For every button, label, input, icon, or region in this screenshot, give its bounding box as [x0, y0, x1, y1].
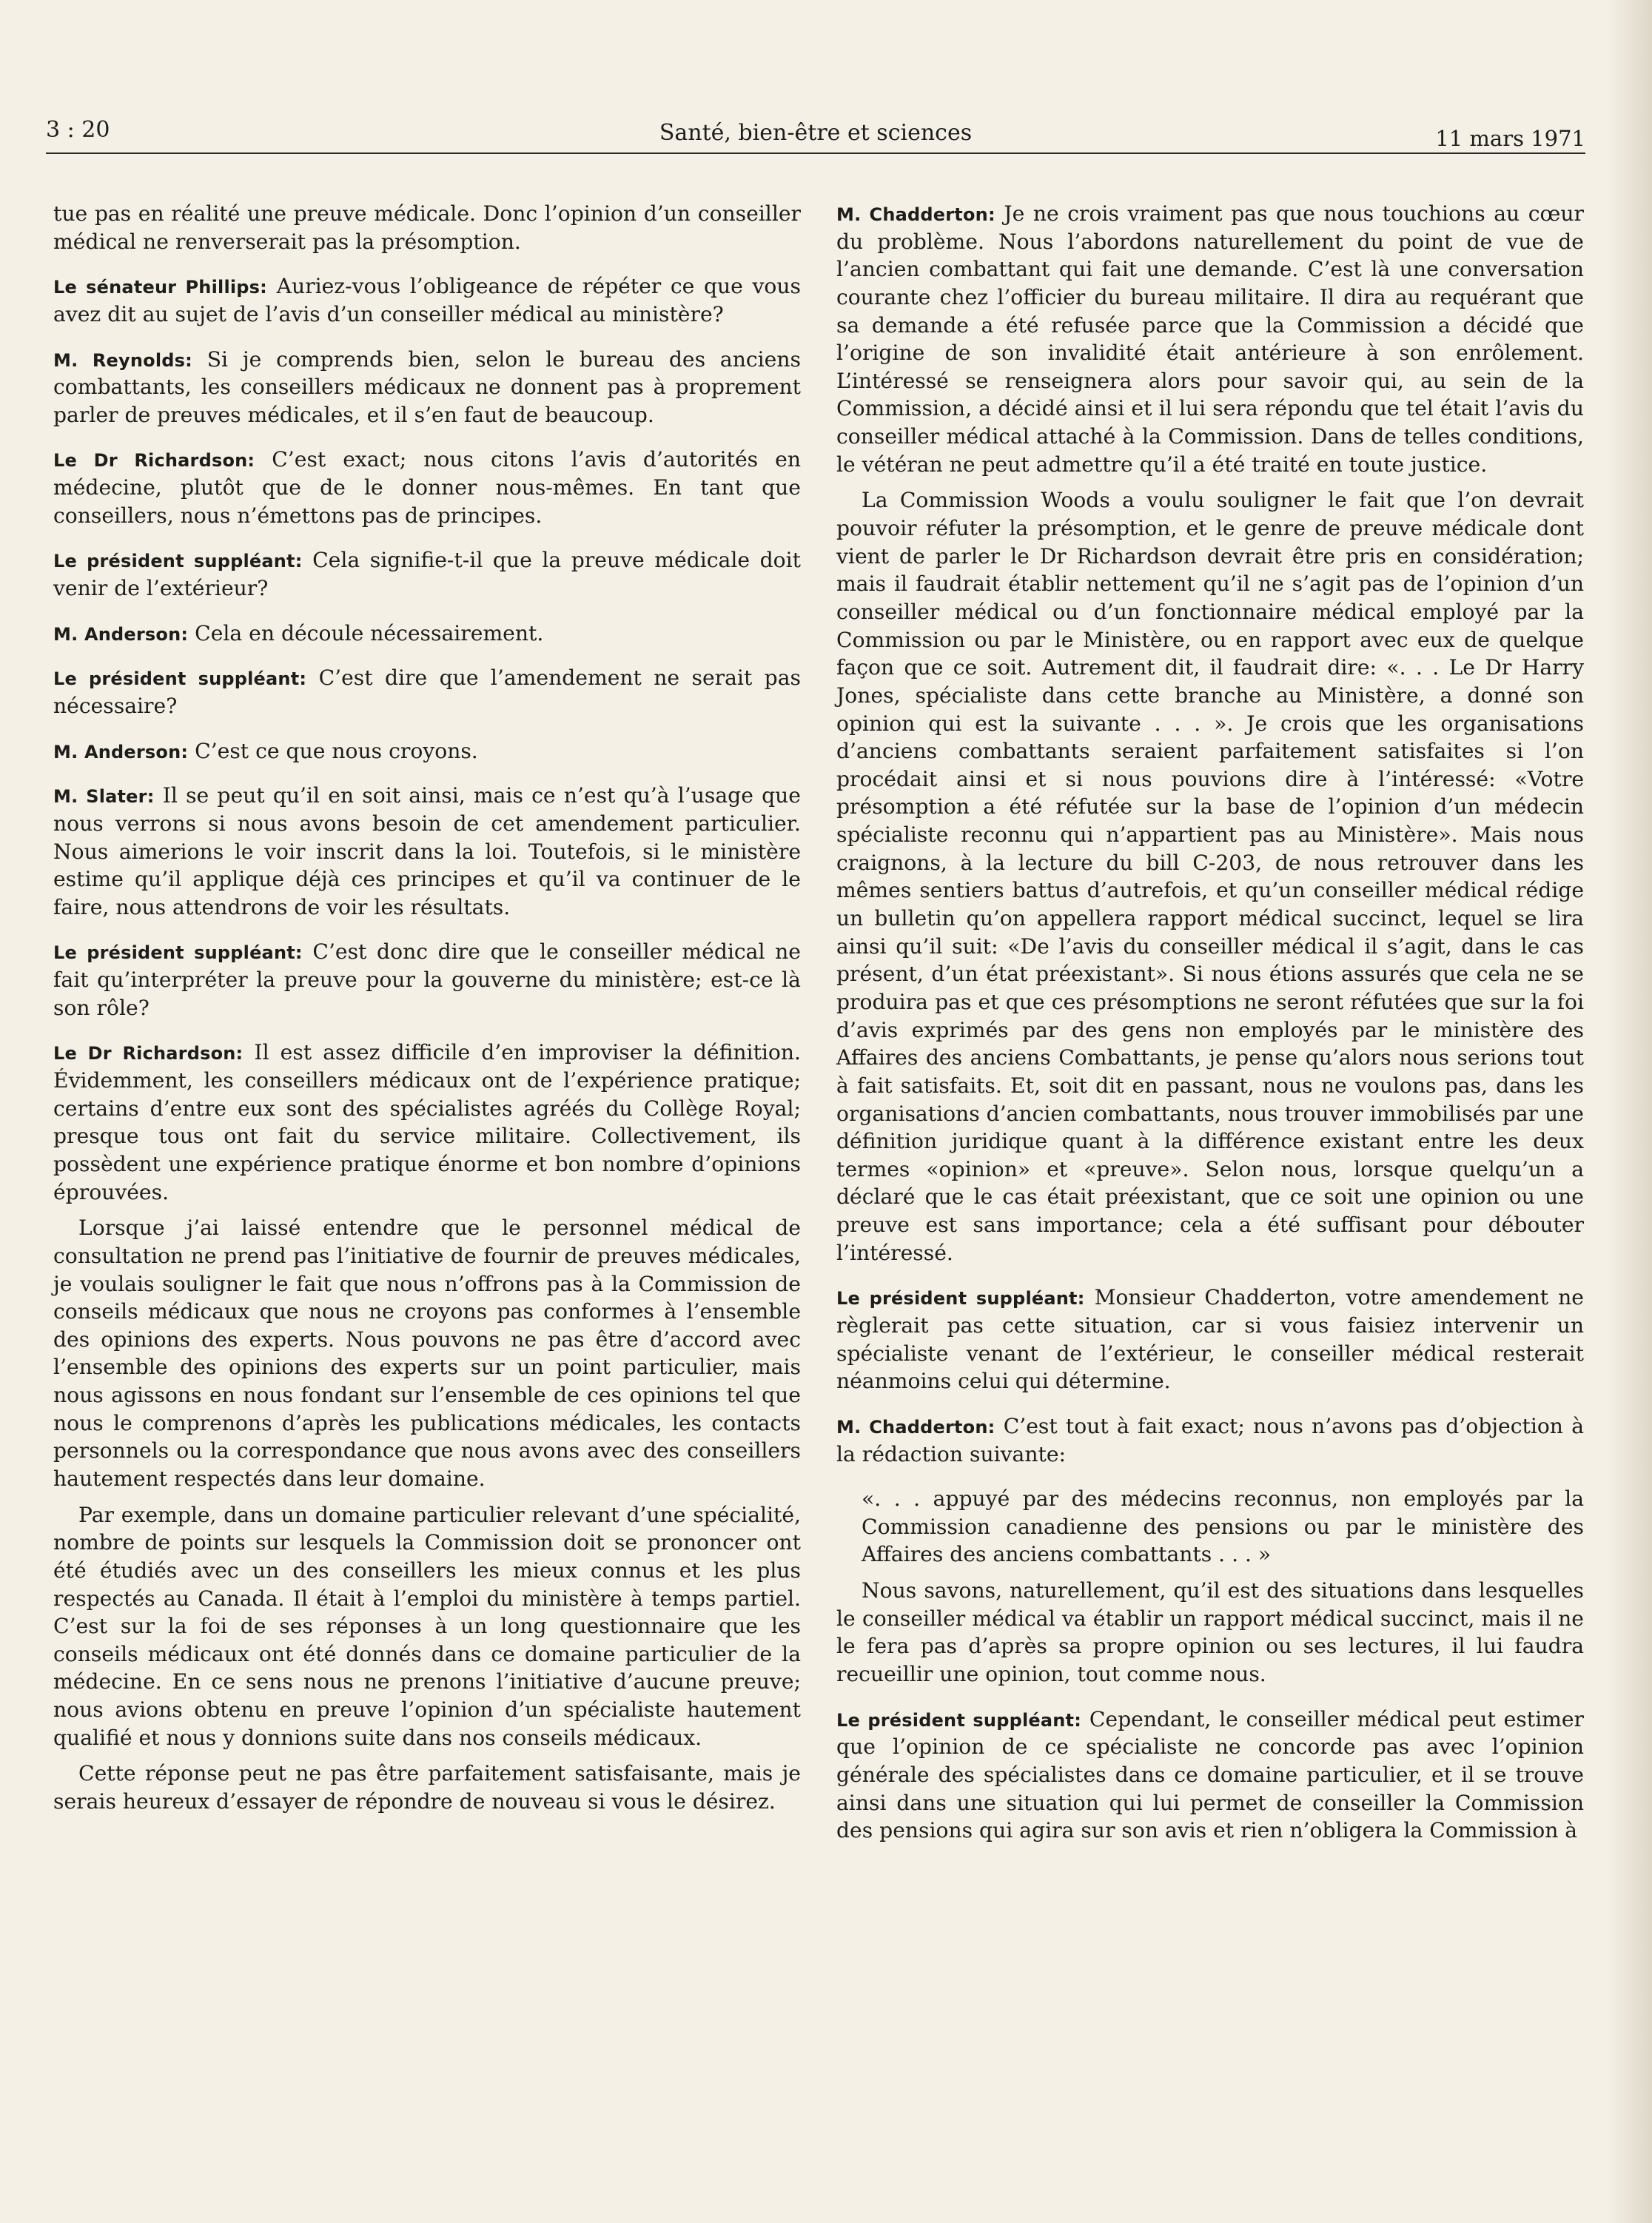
issue-date: 11 mars 1971 [1435, 126, 1585, 151]
paragraph-text: Par exemple, dans un domaine particulier relevant d’une spécialité, nombre de points sur lesquels la Commission doit se prononcer ont été étudiés avec un des conseillers les mieux connus et les plus respectés au Canada. Il était à l’emploi du ministère à temps partiel. C’est sur la foi de ses réponses à un long questionnaire que les conseils médicaux ont été donnés dans ce domaine particulier de la médecine. En ce sens nous ne prenons l’initiative d’aucune preuve; nous avions obtenu en preuve l’opinion d’un spécialiste hautement qualifié et nous y donnions suite dans nos conseils médicaux. [53, 1502, 801, 1750]
paragraph-text: Lorsque j’ai laissé entendre que le personnel médical de consultation ne prend pas l’initiative de fournir de preuves médicales, je voulais souligner le fait que nous n’offrons pas à la Commission de conseils médicaux que nous ne croyons pas conformes à l’ensemble des opinions des experts. Nous pouvons ne pas être d’accord avec l’ensemble des opinions des experts sur un point particulier, mais nous agissons en nous fondant sur l’ensemble de ces opinions tel que nous le comprenons d’après les publications médicales, les contacts personnels ou la correspondance que nous avons avec des conseillers hautement respectés dans leur domaine. [53, 1216, 801, 1491]
paragraph-text: C’est tout à fait exact; nous n’avons pas d’objection à la rédaction suivante: [836, 1413, 1584, 1466]
quoted-passage [836, 1485, 1584, 1569]
page-number: 3 : 20 [46, 117, 110, 143]
page-edge-shadow [1608, 0, 1652, 2223]
journal-title: Santé, bien-être et sciences [659, 120, 973, 146]
speaker-name: Le président suppléant: [836, 1288, 1085, 1310]
paragraph [836, 486, 1584, 1267]
paragraph [836, 1577, 1584, 1689]
paragraph-text: C’est ce que nous croyons. [188, 738, 478, 763]
paragraph-text: La Commission Woods a voulu souligner le fait que l’on devrait pouvoir réfuter la présomption, et le genre de preuve médicale dont vient de parler le Dr Richardson devrait être pris en considération; mais il faudrait établir nettement qu’il ne s’agit pas de l’opinion d’un conseiller médical ou d’un fonctionnaire médical employé par la Commission ou par le Ministère, ou en rapport avec eux de quelque façon que ce soit. Autrement dit, il faudrait dire: «. . . Le Dr Harry Jones, spécialiste dans cette branche au Ministère, a donné son opinion qui est la suivante . . . ». Je crois que les organisations d’anciens combattants seraient parfaitement satisfaites si l’on procédait ainsi et si nous pouvions dire à l’intéressé: «Votre présomption a été réfutée sur la base de l’opinion d’un médecin spécialiste reconnu qui n’appartient pas au Ministère». Mais nous craignons, à la lecture du bill C-203, de nous retrouver dans les mêmes sentiers battus d’autrefois, et qu’un conseiller médical rédige un bulletin qu’on appellera rapport médical succinct, lequel se lira ainsi qu’il suit: «De l’avis du conseiller médical il s’agit, dans le cas présent, d’un état préexistant». Si nous étions assurés que cela ne se produira pas et que ces présomptions ne seront réfutées que sur la foi d’avis exprimés par des gens non employés par le ministère des Affaires des anciens Combattants, je pense qu’alors nous serions tout à fait satisfaits. Et, soit dit en passant, nous ne voulons pas, dans les organisations d’ancien combattants, nous trouver immobilisés par une définition juridique quant à la différence existant entre les deux termes «opinion» et «preuve». Selon nous, lorsque quelqu’un a déclaré que le cas était préexistant, que ce soit une opinion ou une preuve est sans importance; cela a été suffisant pour débouter l’intéressé. [836, 488, 1584, 1265]
paragraph [53, 664, 801, 720]
speaker-name: M. Reynolds: [53, 349, 192, 371]
paragraph-text: tue pas en réalité une preuve médicale. Donc l’opinion d’un conseiller médical ne renverserait pas la présomption. [53, 201, 801, 254]
paragraph [836, 1284, 1584, 1395]
paragraph-text: C’est donc dire que le conseiller médical ne fait qu’interpréter la preuve pour la gouverne du ministère; est-ce là son rôle? [53, 939, 801, 1020]
paragraph [53, 446, 801, 529]
paragraph-text: «. . . appuyé par des médecins reconnus, non employés par la Commission canadienne des pensions ou par le ministère des Affaires des anciens combattants . . . » [862, 1486, 1584, 1567]
paragraph [836, 1706, 1584, 1845]
paragraph [53, 782, 801, 921]
paragraph-text: Cela en découle nécessairement. [188, 620, 544, 646]
speaker-name: Le président suppléant: [836, 1709, 1082, 1731]
speaker-name: Le sénateur Phillips: [53, 277, 267, 298]
speaker-name: Le président suppléant: [53, 668, 307, 690]
speaker-name: M. Slater: [53, 786, 155, 808]
paragraph-text: Auriez-vous l’obligeance de répéter ce que vous avez dit au sujet de l’avis d’un conseiller médical au ministère? [53, 274, 801, 326]
paragraph-text: Cela signifie-t-il que la preuve médicale doit venir de l’extérieur? [53, 548, 801, 601]
paragraph-text: Il est assez difficile d’en improviser la définition. Évidemment, les conseillers médicaux ont de l’expérience pratique; certains d’entre eux sont des spécialistes agréés du Collège Royal; presque tous ont fait du service militaire. Collectivement, ils possèdent une expérience pratique énorme et bon nombre d’opinions éprouvées. [53, 1040, 801, 1204]
paragraph [53, 546, 801, 602]
right-column [836, 200, 1584, 1862]
speaker-name: Le président suppléant: [53, 551, 303, 572]
paragraph [53, 1760, 801, 1815]
speaker-name: M. Chadderton: [836, 1416, 995, 1438]
speaker-name: Le président suppléant: [53, 942, 303, 964]
paragraph [53, 620, 801, 648]
paragraph [53, 737, 801, 765]
paragraph [53, 1501, 801, 1752]
paragraph-text: Cependant, le conseiller médical peut estimer que l’opinion de ce spécialiste ne concorde pas avec l’opinion générale des spécialistes dans ce domaine particulier, et il se trouve ainsi dans une situation qui lui permet de conseiller la Commission des pensions qui agira sur son avis et rien n’obligera la Commission à [836, 1706, 1584, 1843]
paragraph [53, 200, 801, 255]
paragraph [53, 1214, 801, 1492]
paragraph-text: C’est dire que l’amendement ne serait pas nécessaire? [53, 665, 801, 718]
paragraph-text: Monsieur Chadderton, votre amendement ne règlerait pas cette situation, car si vous faisiez intervenir un spécialiste venant de l’extérieur, le conseiller médical resterait néanmoins celui qui détermine. [836, 1285, 1584, 1394]
header-rule [46, 152, 1585, 154]
paragraph [836, 1412, 1584, 1468]
speaker-name: Le Dr Richardson: [53, 1043, 244, 1064]
paragraph [836, 200, 1584, 478]
paragraph-text: Cette réponse peut ne pas être parfaitement satisfaisante, mais je serais heureux d’essayer de répondre de nouveau si vous le désirez. [53, 1761, 801, 1814]
page-header [46, 110, 1585, 157]
speaker-name: Le Dr Richardson: [53, 450, 255, 472]
paragraph-text: C’est exact; nous citons l’avis d’autorités en médecine, plutôt que de le donner nous-mêmes. En tant que conseillers, nous n’émettons pas de principes. [53, 447, 801, 528]
paragraph [53, 346, 801, 429]
paragraph-text: Je ne crois vraiment pas que nous touchions au cœur du problème. Nous l’abordons naturellement du point de vue de l’ancien combattant qui fait une demande. C’est là une conversation courante chez l’officier du bureau militaire. Il dira au requérant que sa demande a été refusée parce que la Commission a décidé que l’origine de son invalidité était antérieure à son enrôlement. L’intéressé se renseignera alors pour savoir qui, au sein de la Commission, a décidé ainsi et il lui sera répondu que tel était l’avis du conseiller médical attaché à la Commission. Dans de telles conditions, le vétéran ne peut admettre qu’il a été traité en toute justice. [836, 201, 1584, 477]
speaker-name: M. Anderson: [53, 741, 189, 762]
paragraph [53, 938, 801, 1022]
left-column [53, 200, 801, 1833]
speaker-name: M. Anderson: [53, 623, 189, 645]
paragraph [53, 272, 801, 328]
paragraph [53, 1039, 801, 1206]
paragraph-text: Il se peut qu’il en soit ainsi, mais ce n’est qu’à l’usage que nous verrons si nous avons besoin de cet amendement particulier. Nous aimerions le voir inscrit dans la loi. Toutefois, si le ministère estime qu’il applique déjà ces principes et qu’il va continuer de le faire, nous attendrons de voir les résultats. [53, 783, 801, 919]
paragraph-text: Si je comprends bien, selon le bureau des anciens combattants, les conseillers médicaux ne donnent pas à proprement parler de preuves médicales, et il s’en faut de beaucoup. [53, 346, 801, 427]
paragraph-text: Nous savons, naturellement, qu’il est des situations dans lesquelles le conseiller médical va établir un rapport médical succinct, mais il ne le fera pas d’après sa propre opinion ou ses lectures, il lui faudra recueillir une opinion, tout comme nous. [836, 1578, 1584, 1687]
speaker-name: M. Chadderton: [836, 204, 995, 225]
